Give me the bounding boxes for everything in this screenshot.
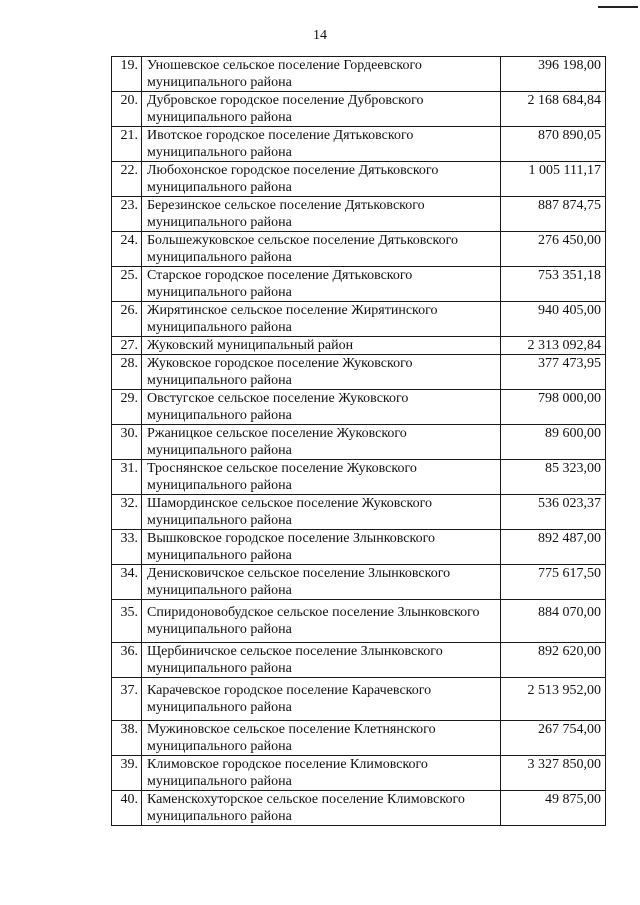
settlement-name: Щербиничское сельское поселение Злынковского муниципального района (142, 643, 501, 678)
row-number: 22. (112, 162, 142, 197)
amount-value: 870 890,05 (501, 127, 606, 162)
table-row (112, 197, 606, 232)
table-row (112, 92, 606, 127)
settlement-name: Вышковское городское поселение Злынковского муниципального района (142, 530, 501, 565)
corner-mark (598, 6, 638, 8)
table-row (112, 162, 606, 197)
amount-value: 89 600,00 (501, 425, 606, 460)
row-number: 33. (112, 530, 142, 565)
table-row (112, 565, 606, 600)
settlement-name: Жирятинское сельское поселение Жирятинского муниципального района (142, 302, 501, 337)
settlement-name: Березинское сельское поселение Дятьковского муниципального района (142, 197, 501, 232)
table-row (112, 756, 606, 791)
settlement-name: Любохонское городское поселение Дятьковского муниципального района (142, 162, 501, 197)
amount-value: 377 473,95 (501, 355, 606, 390)
amount-value: 49 875,00 (501, 791, 606, 826)
row-number: 28. (112, 355, 142, 390)
amount-value: 892 487,00 (501, 530, 606, 565)
amount-value: 775 617,50 (501, 565, 606, 600)
settlement-name: Ивотское городское поселение Дятьковского муниципального района (142, 127, 501, 162)
row-number: 40. (112, 791, 142, 826)
settlement-name: Старское городское поселение Дятьковского муниципального района (142, 267, 501, 302)
amount-value: 276 450,00 (501, 232, 606, 267)
amount-value: 85 323,00 (501, 460, 606, 495)
row-number: 30. (112, 425, 142, 460)
amount-value: 892 620,00 (501, 643, 606, 678)
row-number: 26. (112, 302, 142, 337)
amount-value: 798 000,00 (501, 390, 606, 425)
row-number: 25. (112, 267, 142, 302)
row-number: 31. (112, 460, 142, 495)
settlement-name: Каменскохуторское сельское поселение Климовского муниципального района (142, 791, 501, 826)
settlement-name: Жуковское городское поселение Жуковского муниципального района (142, 355, 501, 390)
row-number: 37. (112, 678, 142, 721)
settlement-name: Овстугское сельское поселение Жуковского муниципального района (142, 390, 501, 425)
amount-value: 267 754,00 (501, 721, 606, 756)
amount-value: 884 070,00 (501, 600, 606, 643)
table-row (112, 678, 606, 721)
amount-value: 2 313 092,84 (501, 337, 606, 355)
settlement-name: Большежуковское сельское поселение Дятьковского муниципального района (142, 232, 501, 267)
row-number: 20. (112, 92, 142, 127)
table-row (112, 302, 606, 337)
settlement-name: Дубровское городское поселение Дубровского муниципального района (142, 92, 501, 127)
amount-value: 536 023,37 (501, 495, 606, 530)
row-number: 34. (112, 565, 142, 600)
settlement-name: Мужиновское сельское поселение Клетнянского муниципального района (142, 721, 501, 756)
table-row (112, 127, 606, 162)
table-row (112, 530, 606, 565)
page-number: 14 (313, 28, 327, 43)
table-row (112, 57, 606, 92)
settlement-name: Шамординское сельское поселение Жуковского муниципального района (142, 495, 501, 530)
table-row (112, 355, 606, 390)
table-row (112, 267, 606, 302)
row-number: 24. (112, 232, 142, 267)
amount-value: 3 327 850,00 (501, 756, 606, 791)
row-number: 32. (112, 495, 142, 530)
row-number: 38. (112, 721, 142, 756)
table-row (112, 425, 606, 460)
row-number: 23. (112, 197, 142, 232)
settlement-name: Унoшевское сельское поселение Гордеевского муниципального района (142, 57, 501, 92)
table-row (112, 721, 606, 756)
table-row (112, 600, 606, 643)
row-number: 27. (112, 337, 142, 355)
table-row (112, 390, 606, 425)
settlement-name: Ржаницкое сельское поселение Жуковского муниципального района (142, 425, 501, 460)
table-row (112, 337, 606, 355)
amount-value: 887 874,75 (501, 197, 606, 232)
amount-value: 2 168 684,84 (501, 92, 606, 127)
amount-value: 2 513 952,00 (501, 678, 606, 721)
settlement-name: Денисковичское сельское поселение Злынковского муниципального района (142, 565, 501, 600)
settlement-name: Спиридоновобудское сельское поселение Злынковского муниципального района (142, 600, 501, 643)
amount-value: 396 198,00 (501, 57, 606, 92)
table-row (112, 791, 606, 826)
table-row (112, 495, 606, 530)
row-number: 36. (112, 643, 142, 678)
amount-value: 940 405,00 (501, 302, 606, 337)
table-body (112, 57, 606, 826)
amount-value: 1 005 111,17 (501, 162, 606, 197)
row-number: 35. (112, 600, 142, 643)
row-number: 21. (112, 127, 142, 162)
table-row (112, 232, 606, 267)
row-number: 39. (112, 756, 142, 791)
row-number: 19. (112, 57, 142, 92)
settlement-name: Троснянское сельское поселение Жуковского муниципального района (142, 460, 501, 495)
row-number: 29. (112, 390, 142, 425)
settlement-name: Жуковский муниципальный район (142, 337, 501, 355)
settlement-name: Карачевское городское поселение Карачевского муниципального района (142, 678, 501, 721)
table-row (112, 643, 606, 678)
amount-value: 753 351,18 (501, 267, 606, 302)
settlement-name: Климовское городское поселение Климовского муниципального района (142, 756, 501, 791)
table-row (112, 460, 606, 495)
budget-table (111, 56, 606, 826)
